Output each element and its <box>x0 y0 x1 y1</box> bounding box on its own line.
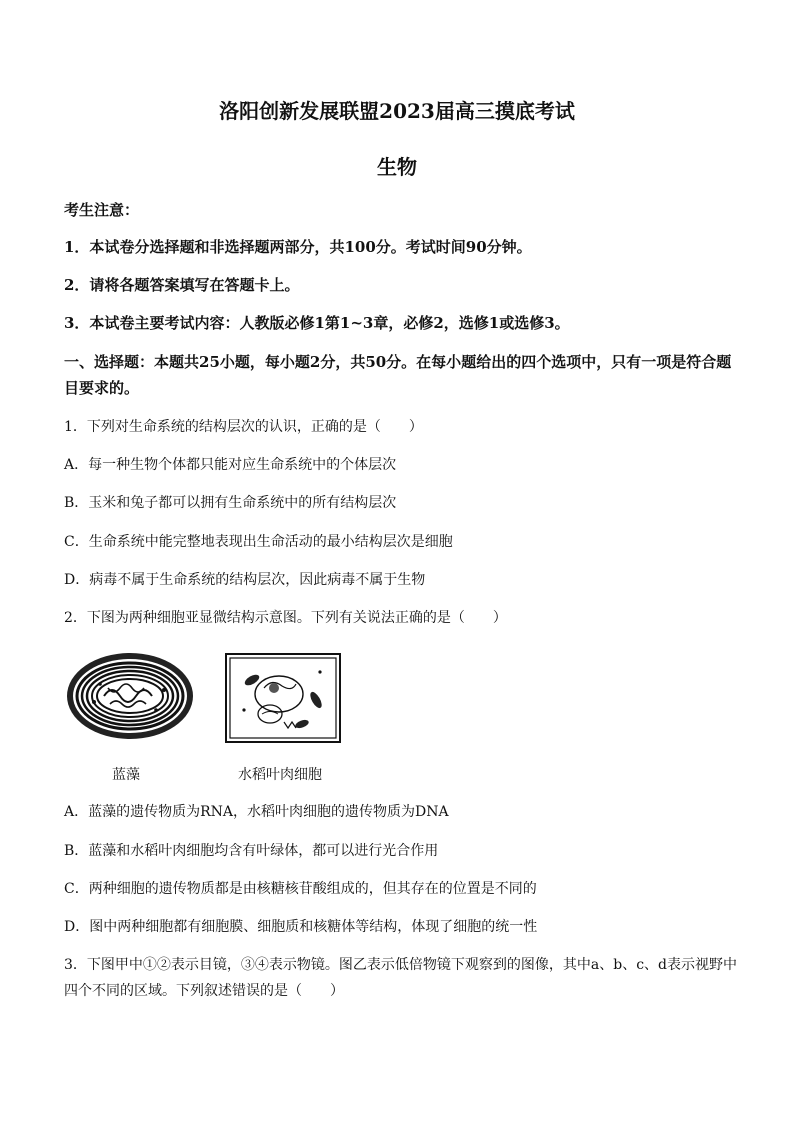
option: A．蓝藻的遗传物质为RNA，水稻叶肉细胞的遗传物质为DNA <box>64 804 449 820</box>
option: A．每一种生物个体都只能对应生命系统中的个体层次 <box>64 457 397 473</box>
section-heading: 一、选择题：本题共25小题，每小题2分，共50分。在每小题给出的四个选项中，只有一项是符合题目要求的。 <box>64 353 732 397</box>
option: D．图中两种细胞都有细胞膜、细胞质和核糖体等结构，体现了细胞的统一性 <box>64 919 538 935</box>
subject-title: 生物 <box>377 155 417 179</box>
option: B．玉米和兔子都可以拥有生命系统中的所有结构层次 <box>64 495 397 511</box>
notice-item: 1．本试卷分选择题和非选择题两部分，共100分。考试时间90分钟。 <box>64 238 532 256</box>
option: D．病毒不属于生命系统的结构层次，因此病毒不属于生物 <box>64 572 426 588</box>
option: C．两种细胞的遗传物质都是由核糖核苷酸组成的，但其存在的位置是不同的 <box>64 881 537 897</box>
figure-caption-rice-cell: 水稻叶肉细胞 <box>238 767 322 783</box>
rice-mesophyll-cell-figure <box>224 652 342 744</box>
question-stem: 2．下图为两种细胞亚显微结构示意图。下列有关说法正确的是（ ） <box>64 610 507 626</box>
question-stem-continued: 四个不同的区域。下列叙述错误的是（ ） <box>64 983 344 999</box>
notice-item: 3．本试卷主要考试内容：人教版必修1第1~3章，必修2，选修1或选修3。 <box>64 314 570 332</box>
figure-caption-cyanobacteria: 蓝藻 <box>112 767 140 783</box>
exam-title: 洛阳创新发展联盟2023届高三摸底考试 <box>219 99 575 123</box>
notice-heading: 考生注意： <box>64 201 140 219</box>
cyanobacteria-figure <box>64 650 196 742</box>
question-stem: 1．下列对生命系统的结构层次的认识，正确的是（ ） <box>64 419 423 435</box>
option: C．生命系统中能完整地表现出生命活动的最小结构层次是细胞 <box>64 534 453 550</box>
question-stem: 3．下图甲中①②表示目镜，③④表示物镜。图乙表示低倍物镜下观察到的图像，其中a、b、c、d表示视野中 <box>64 957 738 973</box>
notice-item: 2．请将各题答案填写在答题卡上。 <box>64 276 300 294</box>
option: B．蓝藻和水稻叶肉细胞均含有叶绿体，都可以进行光合作用 <box>64 843 439 859</box>
